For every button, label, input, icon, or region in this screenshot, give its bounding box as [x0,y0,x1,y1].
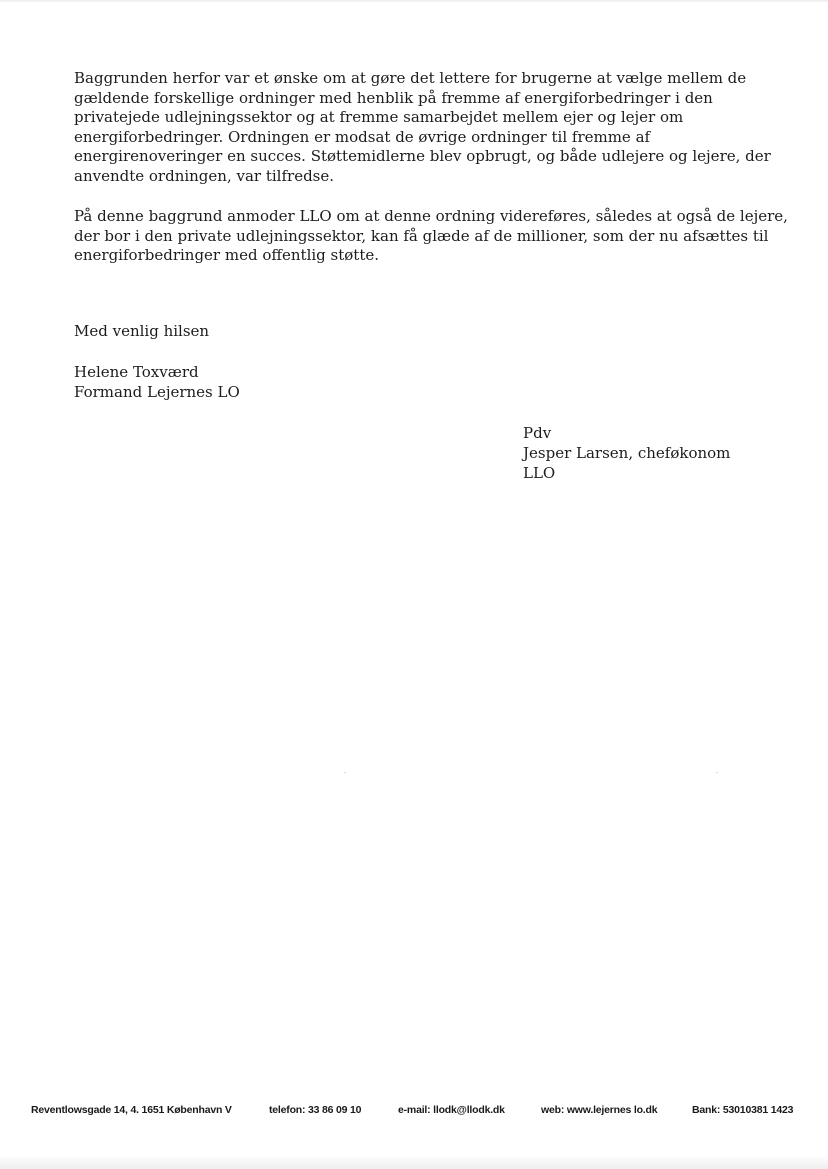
signatory-title: Formand Lejernes LO [74,383,240,401]
paragraph-background [74,69,771,187]
signature-block [74,362,240,402]
footer-bank: Bank: 53010381 1423 [692,1104,794,1116]
paragraph-line: På denne baggrund anmoder LLO om at denne ordning videreføres, således at også de lejere, [74,207,788,225]
scan-edge-top [0,0,828,3]
letterhead-footer [0,1104,828,1120]
footer-phone: telefon: 33 86 09 10 [269,1104,362,1116]
signatory-name: Helene Toxværd [74,363,199,381]
pdv-block [523,423,730,483]
paragraph-line: gældende forskellige ordninger med henblik på fremme af energiforbedringer i den [74,88,713,107]
paragraph-request [74,207,788,266]
paragraph-line: energirenoveringer en succes. Støttemidlerne blev opbrugt, og både udlejere og lejere, der [74,147,771,166]
pdv-org: LLO [523,464,556,482]
scan-speck [344,772,346,773]
scan-edge-bottom [0,1155,828,1169]
pdv-name: Jesper Larsen, cheføkonom [523,444,731,462]
closing-salutation: Med venlig hilsen [74,322,210,340]
paragraph-line: Baggrunden herfor var et ønske om at gøre det lettere for brugerne at vælge mellem de [74,69,747,87]
footer-address: Reventlowsgade 14, 4. 1651 København V [31,1104,232,1116]
scan-speck [716,772,718,773]
paragraph-line: energiforbedringer med offentlig støtte. [74,246,380,265]
paragraph-line: anvendte ordningen, var tilfredse. [74,166,335,185]
paragraph-line: privatejede udlejningssektor og at fremme samarbejdet mellem ejer og lejer om [74,108,684,127]
footer-web: web: www.lejernes lo.dk [541,1104,658,1116]
footer-email: e-mail: llodk@llodk.dk [398,1104,505,1116]
pdv-label: Pdv [523,424,552,442]
paragraph-line: energiforbedringer. Ordningen er modsat de øvrige ordninger til fremme af [74,127,651,146]
paragraph-line: der bor i den private udlejningssektor, kan få glæde af de millioner, som der nu afsættes til [74,226,769,245]
